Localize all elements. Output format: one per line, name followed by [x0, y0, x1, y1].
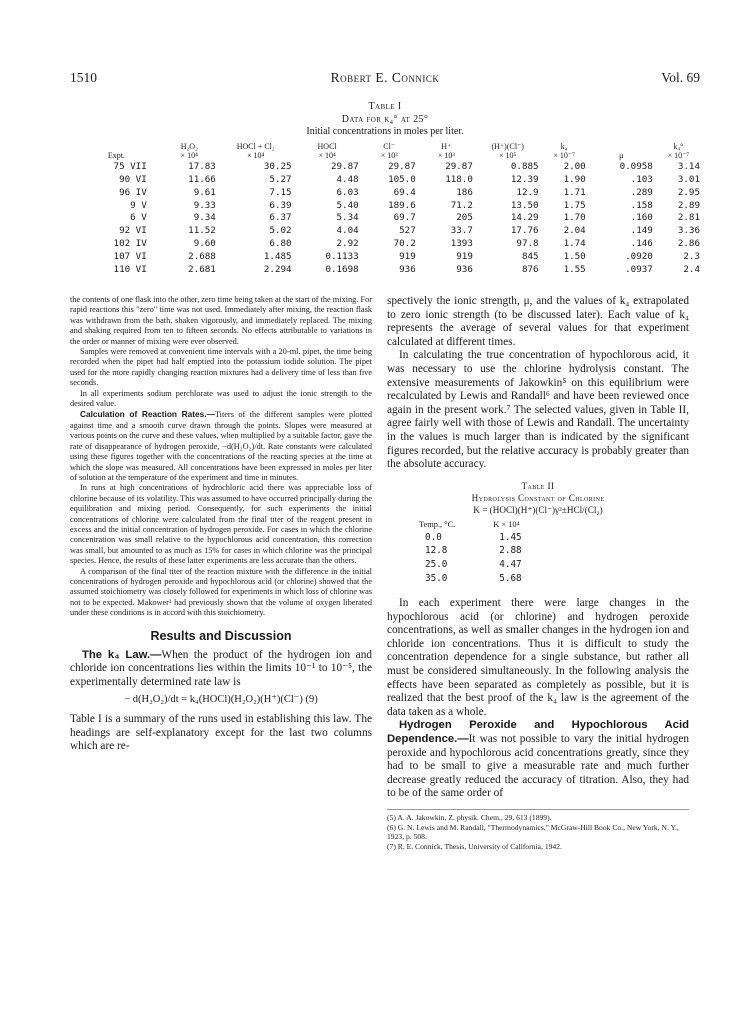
table-cell: 6 V — [130, 212, 147, 224]
table-cell: 4.47 — [499, 558, 522, 570]
table-cell: 0.885 — [510, 161, 539, 173]
table1-caption — [70, 101, 700, 139]
table-cell: 11.66 — [188, 173, 216, 185]
table1-subtitle: Data for k₄° at 25° — [341, 113, 429, 125]
table-row — [72, 225, 702, 238]
paragraph: In all experiments sodium perchlorate was used to adjust the ionic strength to the desired value. — [70, 388, 372, 409]
table-cell: 1.75 — [563, 199, 586, 211]
table-row — [419, 572, 564, 586]
paragraph: In runs at high concentrations of hydrochloric acid there was appreciable loss of chlorine because of its volatility. This was assumed to have occurred principally during the equilibration and mixing period. Consequently, for such experiments the initial concentrations of chlorine were calculated from the final titer of the reagent present in excess and the initial concentration of hydrogen peroxide. For cases in which the chlorine concentration was small relative to the hypochlorous acid concentration, this correction was small, but amounted to as much as 15% for cases in which chlorine was the principal species. Hence, the results of these latter experiments are less accurate than the others. — [70, 483, 372, 566]
table2 — [419, 520, 564, 585]
table-row — [72, 174, 702, 187]
table-cell: 69.7 — [393, 212, 416, 224]
table-cell: 0.0 — [425, 531, 442, 543]
table-cell: 9.61 — [193, 186, 216, 198]
table-cell: 7.15 — [269, 186, 292, 198]
table-row — [72, 187, 702, 200]
table1-column-header — [161, 143, 218, 161]
table-cell: 0.1133 — [325, 250, 359, 262]
footnote-7: (7) R. E. Connick, Thesis, University of California, 1942. — [387, 841, 562, 851]
table1 — [72, 143, 702, 276]
header-line: HOCl — [317, 142, 337, 151]
table-cell: 96 IV — [119, 186, 147, 198]
table-cell: 5.68 — [499, 572, 522, 584]
table-cell: 90 VI — [119, 173, 147, 185]
table-cell: 9 V — [130, 199, 147, 211]
table-cell: 9.33 — [193, 199, 216, 211]
paragraph — [70, 409, 372, 483]
paragraph: Samples were removed at convenient time intervals with a 20-ml. pipet, the time being recorded when the pipet had half emptied into the potassium iodide solution. The pipet used for the more rapidly changing reaction mixtures had a delivery time of less than five seconds. — [70, 347, 372, 388]
table-cell: 189.6 — [388, 199, 416, 211]
table-row — [72, 161, 702, 174]
table-cell: 29.87 — [445, 161, 473, 173]
table1-column-header — [218, 143, 294, 161]
table2-formula: K = (HOCl)(H⁺)(Cl⁻)γ²±HCl/(Cl₂) — [473, 504, 603, 515]
table1-column-header — [475, 143, 541, 161]
footnotes — [387, 809, 689, 851]
paragraph-body: When the product of the hydrogen ion and chloride ion concentrations lies within the limits 10⁻¹ to 10⁻⁵, the experimentally determined rate law is — [70, 648, 372, 688]
table-cell: .146 — [630, 237, 653, 249]
results-text — [70, 649, 372, 754]
table-cell: 936 — [456, 263, 473, 275]
table-row — [72, 212, 702, 225]
table-cell: 205 — [456, 212, 473, 224]
header-line: × 10³ — [437, 150, 455, 160]
table-cell: .149 — [630, 225, 653, 237]
table1-column-header — [361, 143, 418, 161]
table-cell: 17.76 — [510, 225, 539, 237]
table-cell: 4.48 — [336, 173, 359, 185]
table-cell: 14.29 — [510, 212, 539, 224]
header-line: H₂O₂ — [180, 142, 198, 151]
running-header — [70, 70, 700, 90]
table-cell: 29.87 — [330, 161, 359, 173]
table1-column-header — [294, 143, 361, 161]
table-cell: 2.89 — [677, 199, 700, 211]
header-line: × 10⁴ — [180, 150, 198, 160]
table-cell: 11.52 — [188, 225, 216, 237]
table-cell: 9.60 — [193, 237, 216, 249]
table-cell: 2.86 — [677, 237, 700, 249]
header-line: (H⁺)(Cl⁻) — [491, 142, 524, 151]
table-cell: 1393 — [450, 237, 473, 249]
table-cell: 33.7 — [450, 225, 473, 237]
table-cell: 0.1698 — [325, 263, 359, 275]
table-cell: 5.40 — [336, 199, 359, 211]
table-cell: 876 — [521, 263, 539, 275]
table-cell: 6.37 — [269, 212, 292, 224]
table-cell: 1.74 — [563, 237, 586, 249]
left-column — [70, 295, 372, 754]
table-cell: 118.0 — [445, 173, 473, 185]
table-cell: 5.02 — [269, 225, 292, 237]
table-cell: 2.688 — [188, 250, 216, 262]
paragraph-body: Titers of the different samples were plotted against time and a smooth curve drawn through the points. Slopes were measured at various points on the curve and these values, when multiplied by a suitable factor, gave the rate of disappearance of hydrogen peroxide, −d(H₂O₂)/dt. Rate constants were calculated using these figures together with the concentrations of the reacting species at the time at which the slope was measured. All concentrations have been expressed in moles per liter of solution at the temperature of the experiment and time in minutes. — [70, 410, 373, 482]
table-cell: 105.0 — [388, 173, 416, 185]
table-cell: 12.39 — [510, 173, 539, 185]
header-line: μ — [619, 150, 624, 160]
run-in-heading: Hydrogen Peroxide and Hypochlorous Acid Dependence.— — [387, 719, 689, 746]
table-cell: 6.03 — [336, 186, 359, 198]
table-cell: 2.04 — [563, 225, 586, 237]
header-line: k₄° — [673, 142, 684, 151]
table-cell: 17.83 — [188, 161, 216, 173]
header-line: H⁺ — [441, 142, 452, 151]
table1-title: Table I — [368, 101, 402, 112]
table-cell: .103 — [630, 173, 653, 185]
paragraph: In each experiment there were large changes in the hypochlorous acid (or chlorine) and hydrogen peroxide concentrations, as well as smaller changes in the hydrogen ion and chloride ion concentrations. Thus it is difficult to study the concentration dependence for a single substance, but rather all must be considered simultaneously. In the following analysis the effects have been separated as completely as possible, but it is realized that the best proof of the k₄ law is the agreement of the data taken as a whole. — [387, 597, 689, 718]
paragraph — [70, 649, 372, 690]
table-cell: 1.55 — [563, 263, 586, 275]
run-in-heading: The k₄ Law.— — [82, 648, 162, 661]
table-cell: 0.0958 — [619, 161, 653, 173]
running-author: Robert E. Connick — [330, 70, 440, 85]
table1-body — [72, 161, 702, 276]
table-cell: 13.50 — [510, 199, 539, 211]
table-row — [419, 558, 564, 572]
section-heading: Results and Discussion — [150, 628, 292, 643]
header-line: × 10⁵ — [499, 150, 517, 160]
table-cell: 12.8 — [425, 545, 448, 557]
table-cell: 2.4 — [683, 263, 700, 275]
table-cell: 1.45 — [499, 531, 522, 543]
header-line: × 10⁻⁷ — [553, 150, 575, 160]
table-cell: .158 — [630, 199, 653, 211]
table-cell: 5.27 — [269, 173, 292, 185]
methods-text — [70, 295, 372, 619]
table-cell: 97.8 — [516, 237, 539, 249]
table-cell: 29.87 — [388, 161, 416, 173]
header-line: Cl⁻ — [383, 142, 396, 151]
table-cell: 107 VI — [113, 250, 147, 262]
page-number: 1510 — [70, 70, 97, 85]
table-cell: 110 VI — [113, 263, 147, 275]
table-cell: 2.294 — [263, 263, 292, 275]
equation-9: − d(H₂O₂)/dt = k₄(HOCl)(H₂O₂)(H⁺)(Cl⁻) (9) — [124, 694, 318, 706]
table-row — [72, 264, 702, 277]
table-cell: 2.00 — [563, 161, 586, 173]
table-cell: 919 — [399, 250, 416, 262]
header-line: Expt. — [107, 150, 125, 160]
table-cell: 92 VI — [119, 225, 147, 237]
table-cell: 1.485 — [263, 250, 292, 262]
table-cell: 4.04 — [336, 225, 359, 237]
table-cell: 12.9 — [516, 186, 539, 198]
run-in-heading: Calculation of Reaction Rates.— — [80, 409, 215, 420]
header-line: × 10³ — [380, 150, 398, 160]
paragraph: A comparison of the final titer of the reaction mixture with the difference in the initial concentrations of hydrogen peroxide and hypochlorous acid (or chlorine) showed that the assumed stoichiometry was closely followed for experiments in which loss of chlorine was not to be expected. Makower³ had previously shown that the volume of oxygen liberated under these conditions is in accord with this stoichiometry. — [70, 566, 372, 618]
table-cell: .0937 — [625, 263, 653, 275]
table-cell: 1.50 — [563, 250, 586, 262]
paragraph: the contents of one flask into the other, zero time being taken at the start of the mixing. For rapid reactions this "zero" time was not used. Immediately after mixing, the reaction flask was withdrawn from the bath, shaken vigorously, and immediately replaced. The mixing and shaking required from ten to fifteen seconds. No effects attributable to variations in the order or manner of mixing were ever observed. — [70, 295, 372, 346]
table-cell: 2.681 — [188, 263, 216, 275]
table-cell: 1.70 — [563, 212, 586, 224]
table-cell: 2.88 — [499, 545, 522, 557]
table2-body — [419, 531, 564, 585]
table-cell: .160 — [630, 212, 653, 224]
table1-column-header — [655, 143, 702, 161]
table-cell: 3.36 — [677, 225, 700, 237]
table-cell: .0920 — [625, 250, 653, 262]
table-cell: 3.01 — [677, 173, 700, 185]
table-cell: 2.81 — [677, 212, 700, 224]
table-cell: 70.2 — [393, 237, 416, 249]
table2-column-header: Temp., °C. — [419, 519, 456, 529]
right-text — [387, 295, 689, 472]
table-cell: 9.34 — [193, 212, 216, 224]
footnote-6: (6) G. N. Lewis and M. Randall, "Thermodynamics," McGraw-Hill Book Co., New York, N. Y., 1923, p. 508. — [387, 822, 679, 842]
header-line: × 10⁻⁷ — [667, 150, 690, 160]
volume-label: Vol. 69 — [661, 70, 700, 85]
paragraph: spectively the ionic strength, μ, and the values of k₄ extrapolated to zero ionic strength (to be discussed later). Each value of k₄ represents the average of several values for that experiment calculated at different times. — [387, 295, 689, 348]
table-cell: 527 — [399, 225, 416, 237]
table-cell: 69.4 — [393, 186, 416, 198]
table-row — [419, 531, 564, 545]
table-cell: 6.80 — [269, 237, 292, 249]
table-row — [72, 238, 702, 251]
header-line: HOCl + Cl₂ — [236, 142, 275, 151]
table-cell: 3.14 — [677, 161, 700, 173]
table2-title: Table II — [521, 480, 555, 491]
table-cell: 186 — [456, 186, 473, 198]
table2-column-header: K × 10⁴ — [493, 519, 520, 529]
table1-column-header — [541, 143, 588, 161]
table-cell: 30.25 — [263, 161, 292, 173]
header-line: × 10⁴ — [318, 150, 336, 160]
table-cell: 25.0 — [425, 558, 448, 570]
table-cell: 2.3 — [683, 250, 700, 262]
table-cell: 75 VII — [113, 161, 147, 173]
paragraph-body: It was not possible to vary the initial hydrogen peroxide and hypochlorous acid concentrations greatly, since they had to be small to give a measurable rate and much further decrease greatly reduced the accuracy of titration. Also, they had to be of the same order of — [387, 733, 689, 800]
header-line: × 10⁴ — [247, 150, 265, 160]
paragraph: In calculating the true concentration of hypochlorous acid, it was necessary to use the chlorine hydrolysis constant. The extensive measurements of Jakowkin⁵ on this equilibrium were recalculated by Lewis and Randall⁶ and have been reviewed once again in the present work.⁷ The selected values, given in Table II, agree fairly well with those of Lewis and Randall. The uncertainty in the values is much larger than is indicated by the significant figures recorded, but the relative accuracy is probably greater than the absolute accuracy. — [387, 349, 689, 471]
table-cell: 1.90 — [563, 173, 586, 185]
table-cell: 102 IV — [113, 237, 147, 249]
right-column — [387, 295, 689, 851]
table-cell: 5.34 — [336, 212, 359, 224]
footnote-5: (5) A. A. Jakowkin, Z. physik. Chem., 29, 613 (1899). — [387, 813, 552, 822]
table-row — [419, 544, 564, 558]
table-row — [72, 251, 702, 264]
table2-header-row — [419, 520, 564, 531]
table1-header-row — [72, 143, 702, 161]
paragraph — [387, 719, 689, 801]
table1-column-header — [588, 143, 655, 161]
table-cell: 2.92 — [336, 237, 359, 249]
table-cell: 2.95 — [677, 186, 700, 198]
table-cell: 35.0 — [425, 572, 448, 584]
table-cell: .289 — [630, 186, 653, 198]
table1-column-header — [72, 143, 161, 161]
table-row — [72, 200, 702, 213]
table1-units-note: Initial concentrations in moles per liter. — [306, 126, 464, 137]
table-cell: 71.2 — [450, 199, 473, 211]
table-cell: 6.39 — [269, 199, 292, 211]
table2-subtitle: Hydrolysis Constant of Chlorine — [471, 492, 605, 503]
table1-column-header — [418, 143, 475, 161]
table-cell: 1.71 — [563, 186, 586, 198]
right-text-2 — [387, 597, 689, 801]
table2-caption — [387, 480, 689, 516]
table-cell: 936 — [399, 263, 416, 275]
paragraph: Table I is a summary of the runs used in establishing this law. The headings are self-explanatory except for the last two columns which are re- — [70, 712, 372, 753]
table-cell: 845 — [521, 250, 539, 262]
header-line: k₄ — [560, 142, 568, 151]
table-cell: 919 — [456, 250, 473, 262]
